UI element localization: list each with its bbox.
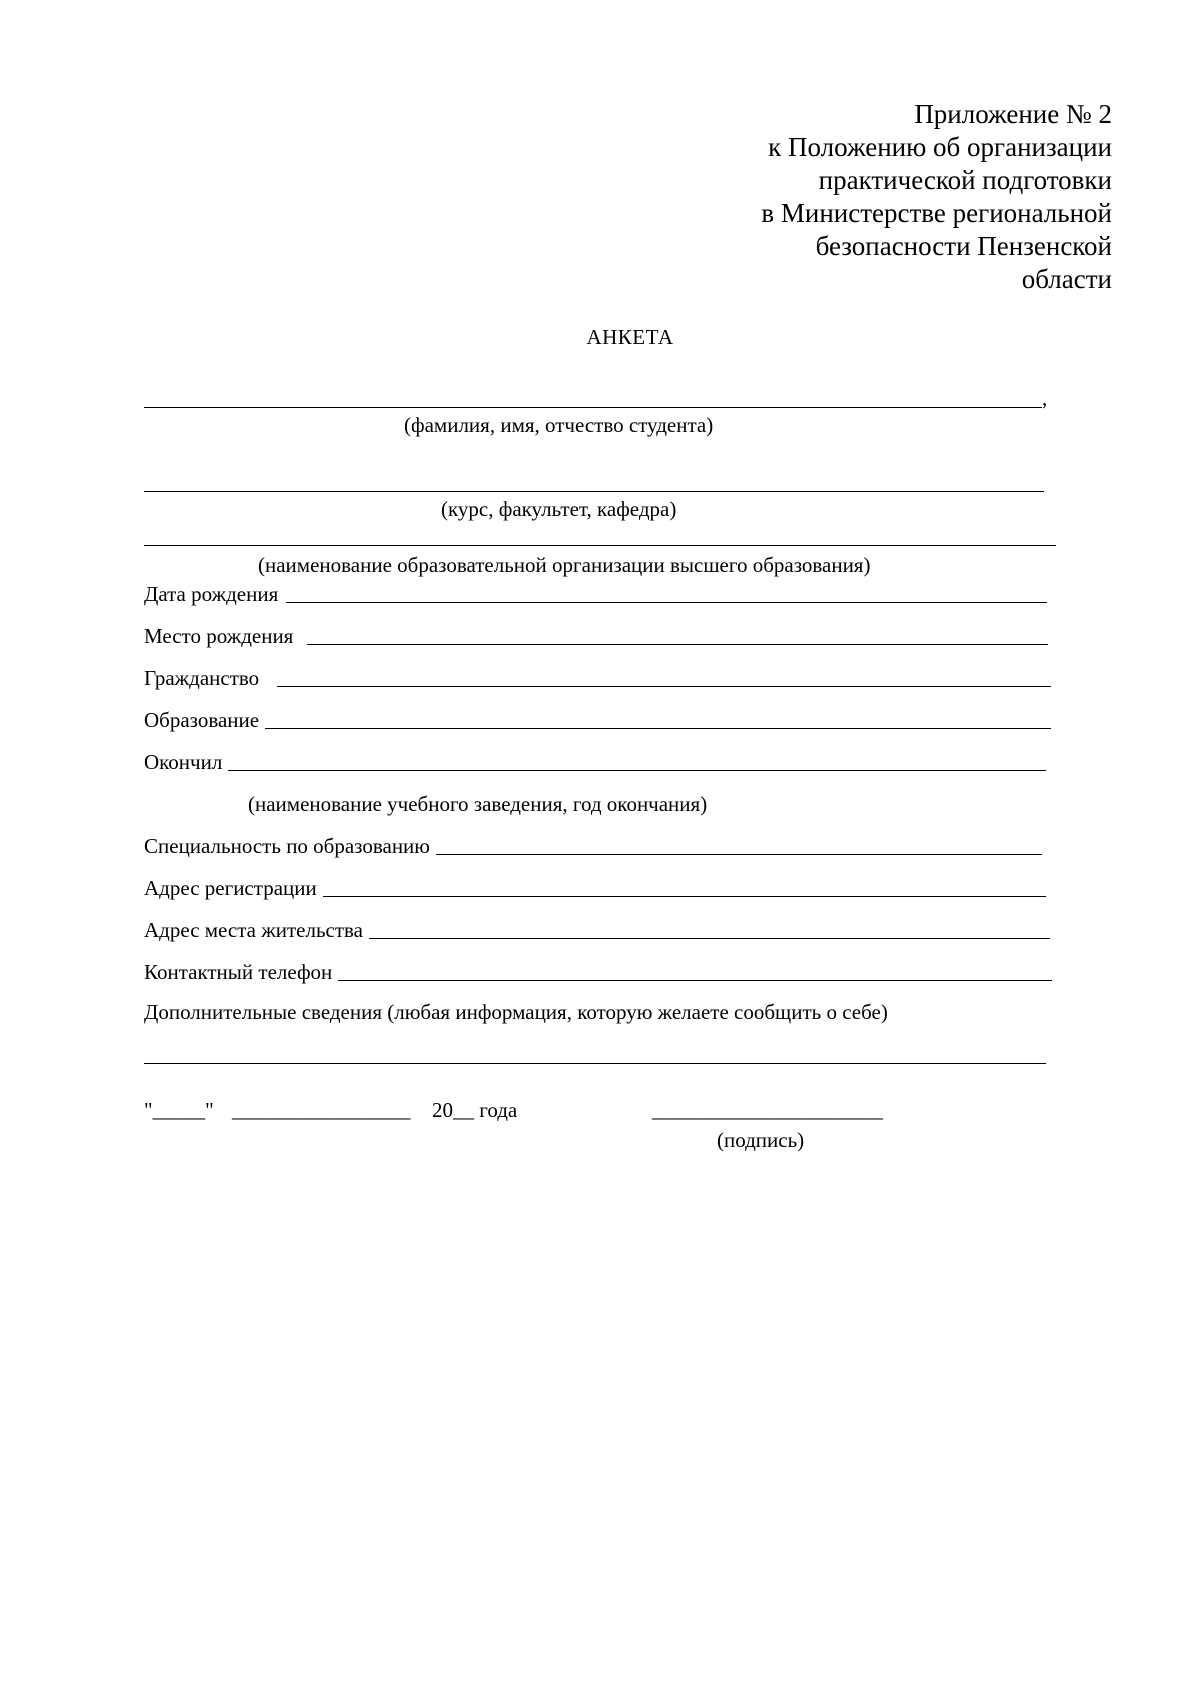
date-year: 20__ года (432, 1098, 518, 1122)
birth-date-row (144, 580, 1047, 606)
education-label: Образование (144, 708, 260, 732)
phone-input-line[interactable] (338, 980, 1052, 981)
course-input-line[interactable] (144, 491, 1044, 492)
fio-caption: (фамилия, имя, отчество студента) (404, 413, 714, 437)
org-input-line[interactable] (144, 545, 1056, 546)
fio-comma: , (1042, 386, 1048, 410)
birth-date-input-line[interactable] (286, 602, 1047, 603)
appendix-line: к Положению об организации (768, 132, 1112, 162)
specialty-row (144, 832, 1042, 858)
signature-line[interactable]: ______________________ (652, 1098, 883, 1122)
live-address-row (144, 916, 1050, 942)
specialty-input-line[interactable] (436, 854, 1042, 855)
reg-address-input-line[interactable] (323, 896, 1046, 897)
fio-input-line[interactable] (144, 407, 1042, 408)
education-row (144, 706, 1051, 732)
reg-address-row (144, 874, 1046, 900)
phone-row (144, 958, 1052, 984)
course-caption: (курс, факультет, кафедра) (441, 497, 677, 521)
live-address-input-line[interactable] (369, 938, 1050, 939)
school-caption: (наименование учебного заведения, год окончания) (248, 792, 708, 816)
form-title: АНКЕТА (586, 325, 674, 349)
reg-address-label: Адрес регистрации (144, 876, 317, 900)
appendix-line: области (1021, 264, 1112, 294)
appendix-line: безопасности Пензенской (815, 231, 1112, 261)
appendix-line: в Министерстве региональной (761, 198, 1112, 228)
citizenship-label: Гражданство (144, 666, 260, 690)
appendix-line: практической подготовки (818, 165, 1112, 195)
citizenship-input-line[interactable] (277, 686, 1051, 687)
additional-input-line[interactable] (144, 1063, 1046, 1064)
citizenship-row (144, 664, 1051, 690)
appendix-header (761, 98, 1112, 296)
appendix-line: Приложение № 2 (914, 99, 1112, 129)
date-month[interactable]: _________________ (232, 1098, 411, 1122)
graduated-row (144, 748, 1046, 774)
signature-caption: (подпись) (717, 1128, 805, 1152)
live-address-label: Адрес места жительства (144, 918, 363, 942)
phone-label: Контактный телефон (144, 960, 333, 984)
birth-place-row (144, 622, 1048, 648)
birth-date-label: Дата рождения (144, 582, 279, 606)
date-day[interactable]: "_____" (144, 1098, 214, 1122)
graduated-label: Окончил (144, 750, 223, 774)
additional-label: Дополнительные сведения (любая информация, которую желаете сообщить о себе) (144, 1000, 888, 1024)
graduated-input-line[interactable] (228, 770, 1046, 771)
birth-place-input-line[interactable] (307, 644, 1048, 645)
org-caption: (наименование образовательной организации высшего образования) (258, 553, 871, 577)
specialty-label: Специальность по образованию (144, 834, 430, 858)
birth-place-label: Место рождения (144, 624, 294, 648)
education-input-line[interactable] (265, 728, 1051, 729)
